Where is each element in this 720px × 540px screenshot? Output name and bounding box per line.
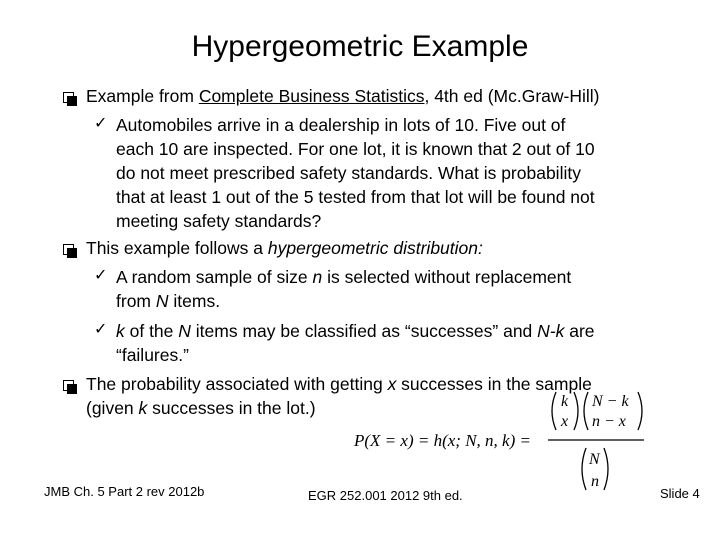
sub-bullet-line: Automobiles arrive in a dealership in lots of 10. Five out of [116, 115, 566, 135]
binom-top: N − k [592, 393, 629, 410]
text-run: successes in the sample [396, 374, 592, 394]
sub-bullet-line: meeting safety standards? [116, 211, 322, 231]
var-k: k [116, 321, 125, 341]
text-run: items may be classified as “successes” and [190, 321, 538, 341]
bullet-2-term: hypergeometric distribution: [267, 238, 483, 258]
binom-bottom: n [591, 473, 599, 490]
bullet-2 [86, 236, 483, 260]
binom-top: k [561, 393, 569, 410]
binom-top: N [589, 451, 600, 468]
var-N: N [178, 321, 191, 341]
text-run: are [564, 321, 595, 341]
sub-bullet-line: that at least 1 out of the 5 tested from that lot will be found not [116, 187, 595, 207]
sub-bullet-line: each 10 are inspected. For one lot, it is known that 2 out of 10 [116, 139, 595, 159]
text-run: (given [86, 398, 139, 418]
paren-right [638, 392, 642, 430]
paren-right [574, 392, 578, 430]
var-x: x [387, 374, 397, 394]
sub-bullet-line [116, 289, 220, 313]
var-k: k [138, 398, 148, 418]
checkmark-icon: ✓ [94, 267, 108, 284]
sub-bullet-line [116, 265, 571, 289]
text-run: is selected without replacement [322, 267, 572, 287]
sub-bullet-line [116, 319, 595, 343]
binom-bottom: x [561, 413, 569, 430]
text-run: from [116, 291, 156, 311]
text-run: items. [168, 291, 221, 311]
binom-bottom: n − x [592, 413, 626, 430]
checkmark-icon: ✓ [94, 115, 108, 132]
paren-left [584, 392, 588, 430]
bullet-3-cont [86, 396, 316, 420]
bullet-1-text: Example from [86, 86, 199, 106]
paren-right [604, 448, 608, 490]
var-n: n [312, 267, 323, 287]
paren-left [582, 448, 586, 490]
slide-number: Slide 4 [660, 486, 700, 501]
sub-bullet-line: do not meet prescribed safety standards. What is probability [116, 163, 581, 183]
slide-title: Hypergeometric Example [191, 30, 529, 63]
bullet-2-text: This example follows a [86, 238, 268, 258]
formula-lhs: P(X = x) = h(x; N, n, k) = [354, 431, 531, 450]
square-bullet-icon [63, 92, 74, 103]
text-run: of the [124, 321, 179, 341]
paren-left [552, 392, 556, 430]
bullet-1 [86, 84, 600, 108]
checkmark-icon: ✓ [94, 321, 108, 338]
sub-bullet-line: “failures.” [116, 345, 189, 365]
square-bullet-icon [63, 244, 74, 255]
footer-center: EGR 252.001 2012 9th ed. [308, 488, 463, 503]
var-N: N [155, 291, 169, 311]
text-run: The probability associated with getting [86, 374, 388, 394]
text-run: A random sample of size [116, 267, 313, 287]
book-title: Complete Business Statistics [198, 86, 425, 106]
var-N-k: N-k [537, 321, 565, 341]
text-run: successes in the lot.) [147, 398, 316, 418]
square-bullet-icon [63, 380, 74, 391]
hypergeometric-formula [348, 384, 648, 496]
bullet-1-edition: , 4th ed (Mc.Graw-Hill) [424, 86, 600, 106]
footer-left: JMB Ch. 5 Part 2 rev 2012b [44, 484, 205, 499]
